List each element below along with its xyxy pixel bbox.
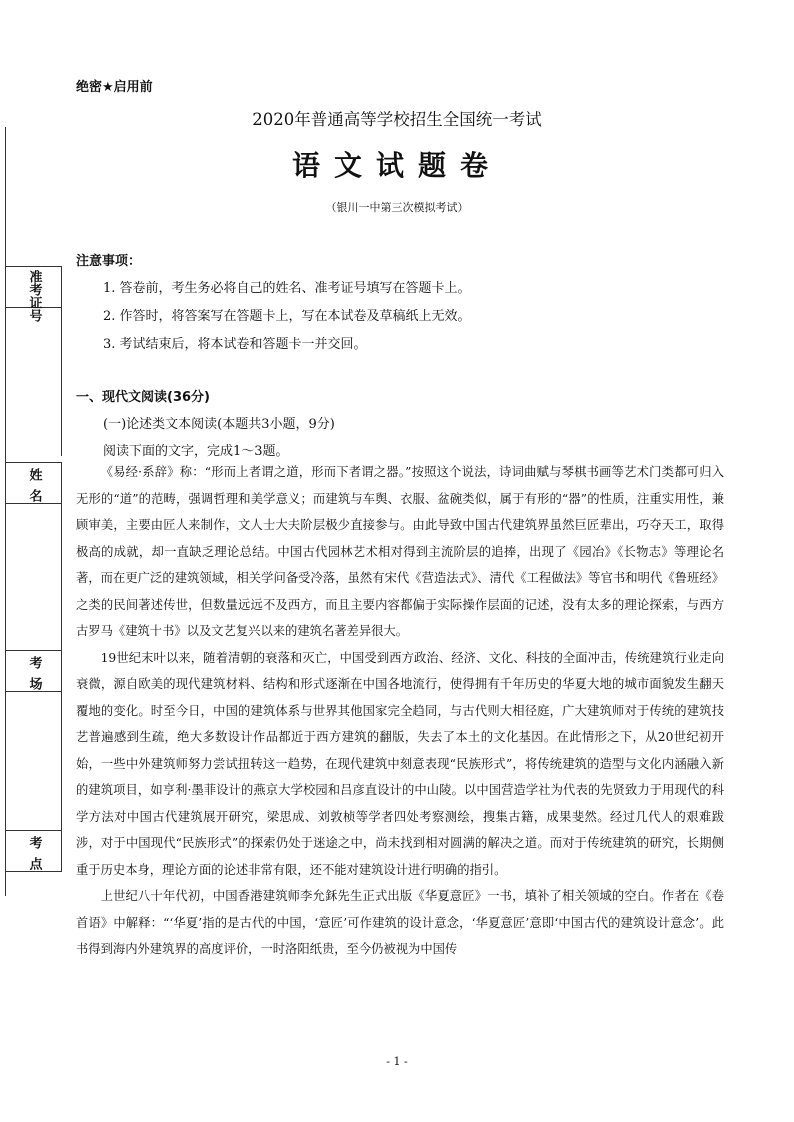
paper-title: 语文试题卷 — [291, 149, 502, 182]
notes-heading: 注意事项： — [76, 254, 142, 269]
exam-title: 2020年普通高等学校招生全国统一考试 — [252, 110, 542, 129]
binding-rule — [61, 690, 62, 830]
passage-paragraph: 上世纪八十年代初，中国香港建筑师李允鉌先生正式出版《华夏意匠》一书，填补了相关领域的空白。作者在《卷首语》中解释：“‘华夏’指的是古代的中国，‘意匠’可作建筑的设计意念，‘华夏意匠’意即‘中国古代的建筑设计意念’。此书得到海内外建筑界的高度评价，一时洛阳纸贵，至今仍被视为中国传 — [76, 889, 724, 956]
passage-paragraph: 19世纪末叶以来，随着清朝的衰落和灭亡，中国受到西方政治、经济、文化、科技的全面冲击，传统建筑行业走向衰微，源自欧美的现代建筑材料、结构和形式逐渐在中国各地流行，使得拥有千年历史的华夏大地的城市面貌发生翻天覆地的变化。时至今日，中国的建筑体系与世界其他国家完全趋同，与古代则大相径庭，广大建筑师对于传统的建筑技艺普遍感到生疏，绝大多数设计作品都近于西方建筑的翻版，失去了本土的文化基因。在此情形之下，从20世纪初开始，一些中外建筑师努力尝试扭转这一趋势，在现代建筑中刻意表现“民族形式”，将传统建筑的造型与文化内涵融入新的建筑项目，如亨利·墨菲设计的燕京大学校园和吕彦直设计的中山陵。以中国营造学社为代表的先贤致力于用现代的科学方法对中国古代建筑展开研究，梁思成、刘敦桢等学者四处考察测绘，搜集古籍，成果斐然。经过几代人的艰难跋涉，对于中国现代“民族形式”的探索仍处于迷途之中，尚未找到相对圆满的解决之道。而对于传统建筑的研究，长期侧重于历史本身，理论方面的论述非常有限，还不能对建筑设计进行明确的指引。 — [76, 650, 724, 877]
confidential-label: 绝密★启用前 — [76, 80, 153, 95]
reading-passage — [76, 459, 724, 963]
reading-instruction: 阅读下面的文字，完成1～3题。 — [103, 444, 289, 459]
binding-label-name: 姓名 — [26, 468, 42, 510]
section-subheading: (一)论述类文本阅读(本题共3小题，9分) — [103, 417, 335, 432]
binding-label-exam-site: 考点 — [26, 836, 42, 878]
binding-label-exam-number: 准考证号 — [26, 270, 42, 322]
binding-rule — [61, 502, 62, 650]
binding-label-exam-room: 考场 — [26, 656, 42, 698]
section-heading: 一、现代文阅读(36分) — [76, 390, 210, 405]
note-item: 1. 答卷前，考生务必将自己的姓名、准考证号填写在答题卡上。 — [103, 281, 471, 296]
note-item: 3. 考试结束后，将本试卷和答题卡一并交回。 — [103, 337, 367, 352]
binding-border-line — [5, 127, 6, 896]
page-number: - 1 - — [386, 1055, 408, 1068]
binding-rule — [61, 306, 62, 456]
exam-subtitle: （银川一中第三次模拟考试） — [325, 201, 469, 214]
note-item: 2. 作答时，将答案写在答题卡上，写在本试卷及草稿纸上无效。 — [103, 309, 471, 324]
passage-paragraph: 《易经·系辞》称：“形而上者谓之道，形而下者谓之器。”按照这个说法，诗词曲赋与琴棋书画等艺术门类都可归入无形的“道”的范畴，强调哲理和美学意义；而建筑与车舆、衣服、盆碗类似，属于有形的“器”的性质，注重实用性，兼顾审美，主要由匠人来制作，文人士大夫阶层极少直接参与。由此导致中国古代建筑界虽然巨匠辈出，巧夺天工，取得极高的成就，却一直缺乏理论总结。中国古代园林艺术相对得到主流阶层的追捧，出现了《园冶》《长物志》等理论名著，而在更广泛的建筑领域，相关学问备受冷落，虽然有宋代《营造法式》、清代《工程做法》等官书和明代《鲁班经》之类的民间著述传世，但数量远远不及西方，而且主要内容都偏于实际操作层面的记述，没有太多的理论探索，与西方古罗马《建筑十书》以及文艺复兴以来的建筑名著差异很大。 — [76, 465, 724, 638]
